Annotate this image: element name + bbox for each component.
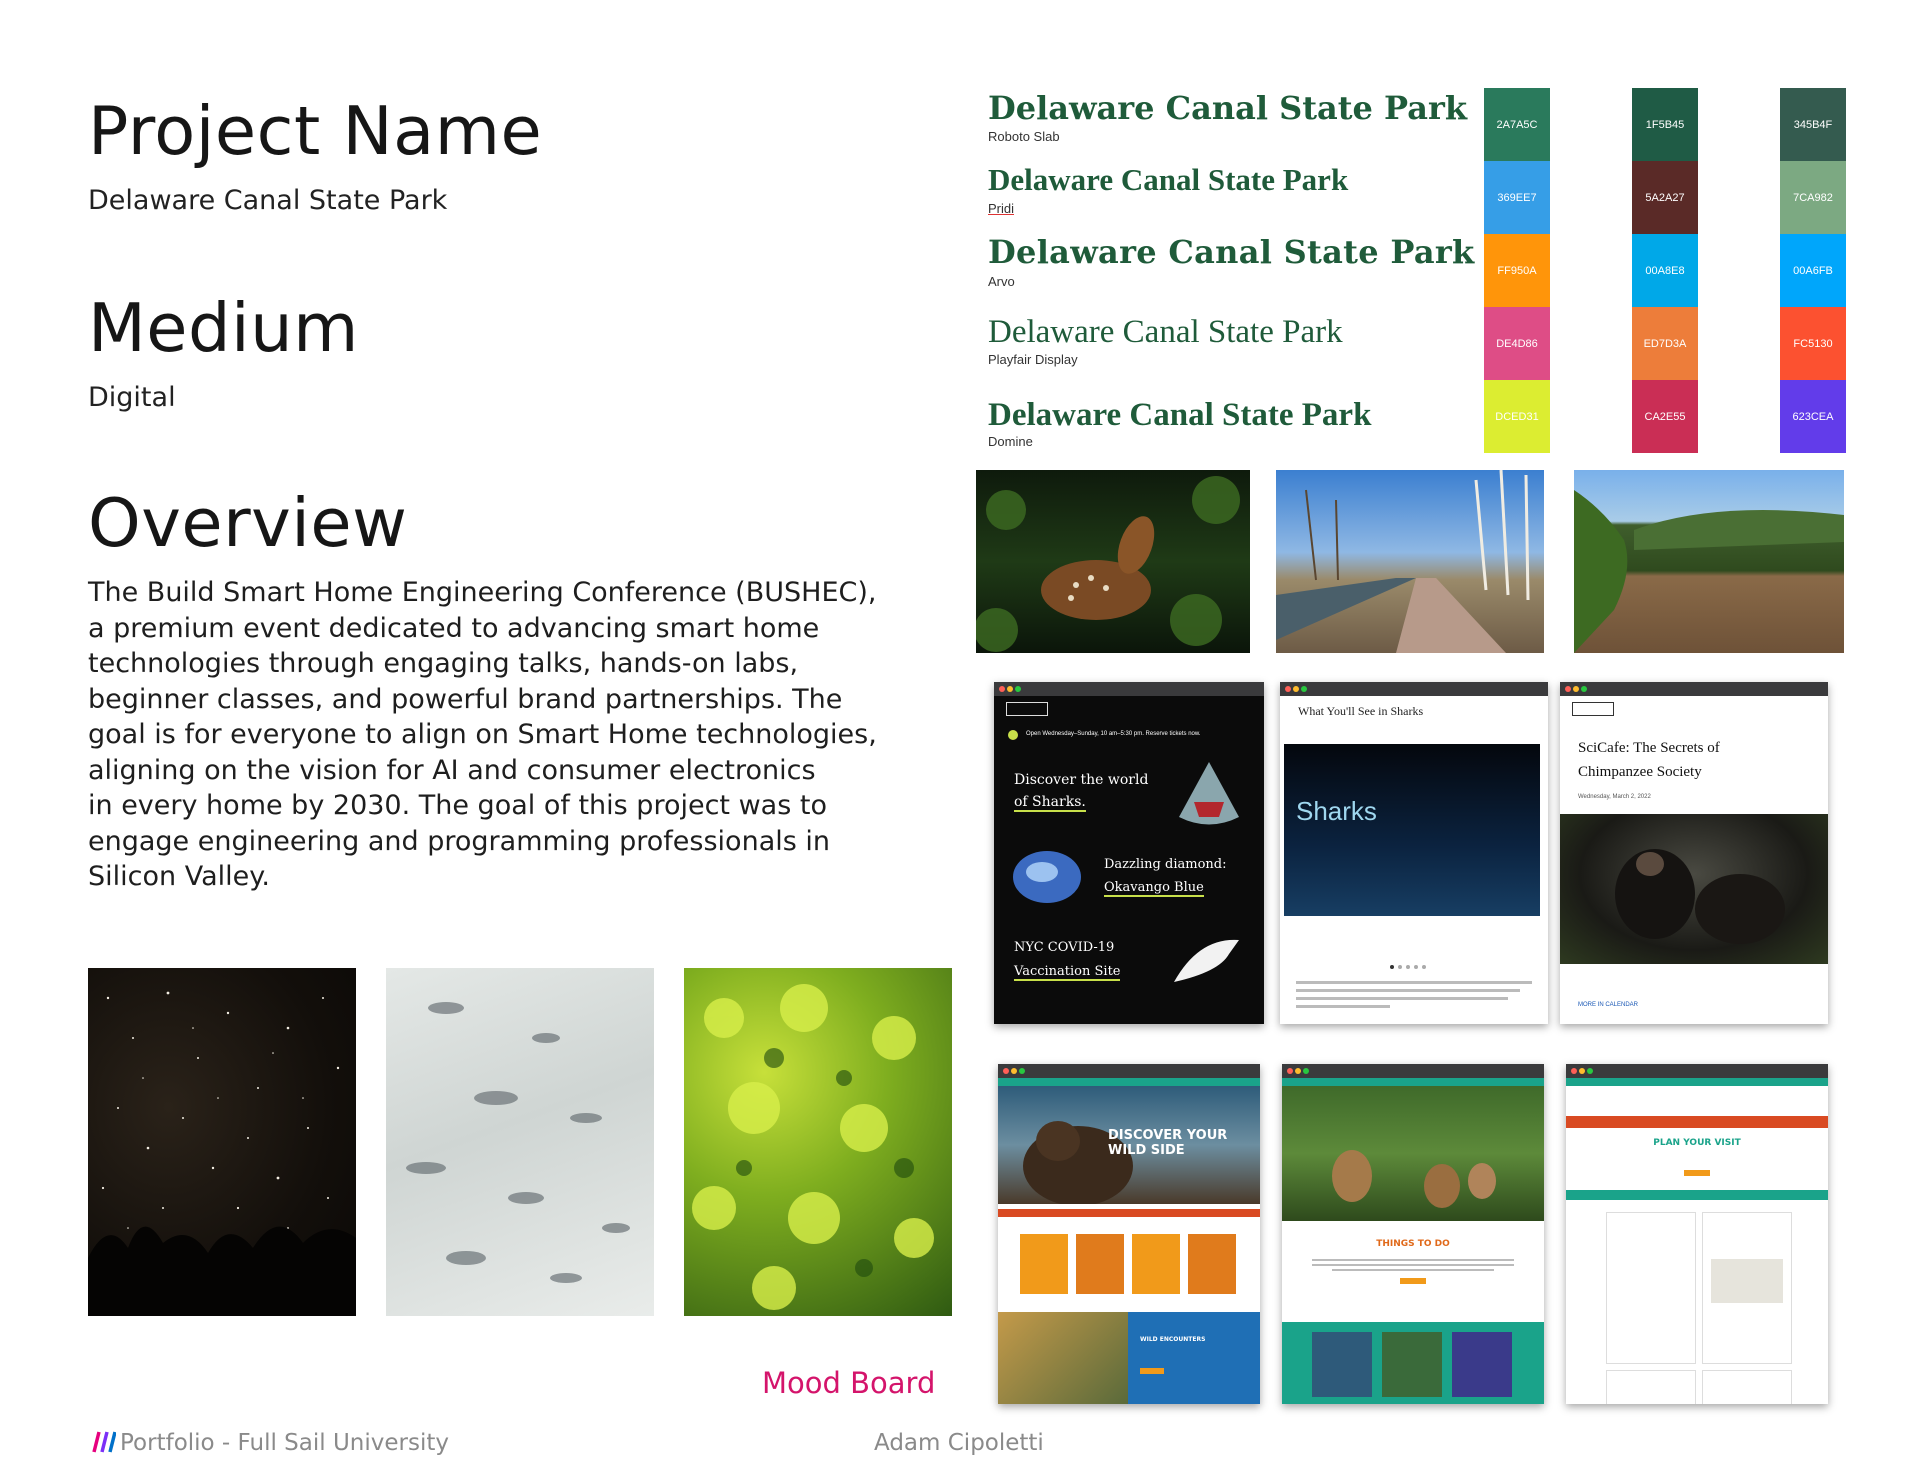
amnh-scicafe-screenshot: [1560, 682, 1828, 1024]
font-label-pridi: Pridi: [988, 201, 1015, 216]
font-sample-pridi: Delaware Canal State Park: [988, 162, 1349, 197]
overview-line: Silicon Valley.: [88, 861, 270, 892]
color-swatch: 7CA982: [1780, 161, 1846, 234]
browser-toolbar: [1560, 682, 1828, 696]
info-card: [1606, 1370, 1696, 1404]
diamond-illustration: [1012, 850, 1082, 905]
font-sample-arvo: Delaware Canal State Park: [988, 233, 1475, 271]
overview-line: a premium event dedicated to advancing smart home: [88, 612, 820, 644]
amnh-logo: [1006, 702, 1048, 716]
amnh-sharks-screenshot: [1280, 682, 1548, 1024]
color-swatch: FF950A: [1484, 234, 1550, 307]
things-to-do-heading: THINGS TO DO: [1376, 1239, 1450, 1249]
project-name-heading: Project Name: [88, 92, 543, 170]
sharks-banner-text: Sharks: [1296, 796, 1377, 826]
palette-column-1: [1484, 88, 1550, 453]
color-swatch: 2A7A5C: [1484, 88, 1550, 161]
amnh-hours-text: Open Wednesday–Sunday, 10 am–5:30 pm. Reserve tickets now.: [1026, 731, 1201, 737]
amnh-home-screenshot: [994, 682, 1264, 1024]
zoo-encounters-panel: [1128, 1312, 1260, 1404]
sharks-line-1: Discover the world: [1014, 772, 1149, 788]
zoo-card[interactable]: [1132, 1234, 1180, 1294]
overview-line: goal is for everyone to align on Smart Home technologies,: [88, 719, 877, 750]
shark-illustration: [1174, 762, 1244, 832]
browser-toolbar: [994, 682, 1264, 696]
color-swatch: 369EE7: [1484, 161, 1550, 234]
scicafe-title-line-1: SciCafe: The Secrets of: [1578, 740, 1720, 756]
footer-portfolio: Portfolio - Full Sail University: [120, 1430, 449, 1456]
overview-paragraph: [88, 575, 958, 895]
zoo-hero-bear: [998, 1086, 1260, 1204]
browser-toolbar: [998, 1064, 1260, 1078]
mood-board-label: Mood Board: [762, 1366, 936, 1400]
zoo-plan-screenshot: [1566, 1064, 1828, 1404]
map-thumbnail: [1711, 1259, 1783, 1303]
encounters-button[interactable]: [1140, 1368, 1164, 1374]
palette-column-3: [1780, 88, 1846, 453]
color-swatch: 1F5B45: [1632, 88, 1698, 161]
sharks-exhibit-image: [1284, 744, 1540, 916]
zoo-alert-bar: [1566, 1116, 1828, 1128]
zoo-things-screenshot: [1282, 1064, 1544, 1404]
color-swatch: 345B4F: [1780, 88, 1846, 161]
color-swatch: 623CEA: [1780, 380, 1846, 453]
overview-line: The Build Smart Home Engineering Conference (BUSHEC),: [88, 577, 877, 608]
canal-towpath-photo: [1276, 470, 1544, 653]
overview-heading: Overview: [88, 484, 408, 562]
zoo-card[interactable]: [1020, 1234, 1068, 1294]
carousel-dots[interactable]: [1390, 954, 1430, 958]
browser-toolbar: [1566, 1064, 1828, 1078]
zoo-goats-photo: [1282, 1086, 1544, 1221]
font-label-domine: Domine: [988, 434, 1033, 449]
color-swatch: ED7D3A: [1632, 307, 1698, 380]
medium-heading: Medium: [88, 289, 359, 367]
zoo-teal-band: [1282, 1322, 1544, 1404]
info-card: [1702, 1370, 1792, 1404]
scicafe-title-line-2: Chimpanzee Society: [1578, 764, 1702, 780]
sharks-page-title: What You'll See in Sharks: [1298, 704, 1424, 718]
font-sample-playfair-display: Delaware Canal State Park: [988, 314, 1343, 350]
color-swatch: 5A2A27: [1632, 161, 1698, 234]
font-sample-domine: Delaware Canal State Park: [988, 397, 1372, 433]
font-sample-roboto-slab: Delaware Canal State Park: [988, 89, 1468, 127]
zoo-hero-text: DISCOVER YOUR WILD SIDE: [1108, 1128, 1228, 1158]
amnh-logo: [1572, 702, 1614, 716]
snow-texture-photo: [386, 968, 654, 1316]
browser-toolbar: [1280, 682, 1548, 696]
color-swatch: CA2E55: [1632, 380, 1698, 453]
portfolio-slash-logo: [88, 1430, 116, 1458]
zoo-home-screenshot: [998, 1064, 1260, 1404]
scicafe-date: Wednesday, March 2, 2022: [1578, 794, 1651, 800]
overview-line: engage engineering and programming professionals in: [88, 825, 830, 857]
diamond-line-1: Dazzling diamond:: [1104, 857, 1227, 872]
overview-line: aligning on the vision for AI and consumer electronics: [88, 754, 816, 786]
project-name-value: Delaware Canal State Park: [88, 185, 448, 216]
more-in-calendar-link[interactable]: MORE IN CALENDAR: [1578, 1002, 1639, 1008]
sharks-line-2: of Sharks.: [1014, 794, 1086, 810]
wild-encounters-heading: WILD ENCOUNTERS: [1140, 1336, 1206, 1343]
hours-card: [1606, 1212, 1696, 1364]
river-photo: [1574, 470, 1844, 653]
zoo-card[interactable]: [1188, 1234, 1236, 1294]
overview-line: in every home by 2030. The goal of this project was to: [88, 790, 827, 821]
things-body-text: [1312, 1256, 1514, 1274]
tickets-button[interactable]: [1400, 1278, 1426, 1284]
zoo-alert-bar: [998, 1209, 1260, 1217]
plan-button[interactable]: [1684, 1170, 1710, 1176]
color-swatch: 00A8E8: [1632, 234, 1698, 307]
zoo-info-bar: [1566, 1190, 1828, 1200]
footer-author: Adam Cipoletti: [874, 1430, 1044, 1456]
directions-card: [1702, 1212, 1792, 1364]
plan-your-visit-heading: PLAN YOUR VISIT: [1653, 1138, 1741, 1148]
covid-line-2: Vaccination Site: [1014, 964, 1121, 979]
font-label-playfair-display: Playfair Display: [988, 352, 1078, 367]
overview-line: technologies through engaging talks, hands-on labs,: [88, 648, 799, 679]
color-swatch: DE4D86: [1484, 307, 1550, 380]
clock-icon: [1008, 730, 1018, 740]
color-swatch: FC5130: [1780, 307, 1846, 380]
fawn-photo: [976, 470, 1250, 653]
diamond-line-2: Okavango Blue: [1104, 880, 1204, 895]
chimpanzee-photo: [1560, 814, 1828, 964]
sharks-body-text: [1296, 978, 1532, 1014]
cheetah-photo: [998, 1312, 1128, 1404]
overview-line: beginner classes, and powerful brand partnerships. The: [88, 683, 843, 715]
font-label-arvo: Arvo: [988, 274, 1015, 289]
medium-value: Digital: [88, 382, 176, 413]
night-sky-photo: [88, 968, 356, 1316]
palette-column-2: [1632, 88, 1698, 453]
zoo-card[interactable]: [1076, 1234, 1124, 1294]
browser-toolbar: [1282, 1064, 1544, 1078]
color-swatch: 00A6FB: [1780, 234, 1846, 307]
font-label-roboto-slab: Roboto Slab: [988, 129, 1060, 144]
covid-line-1: NYC COVID-19: [1014, 940, 1115, 955]
color-swatch: DCED31: [1484, 380, 1550, 453]
foliage-photo: [684, 968, 952, 1316]
whale-illustration: [1169, 932, 1249, 987]
slash-logo-icon: [88, 1430, 116, 1454]
